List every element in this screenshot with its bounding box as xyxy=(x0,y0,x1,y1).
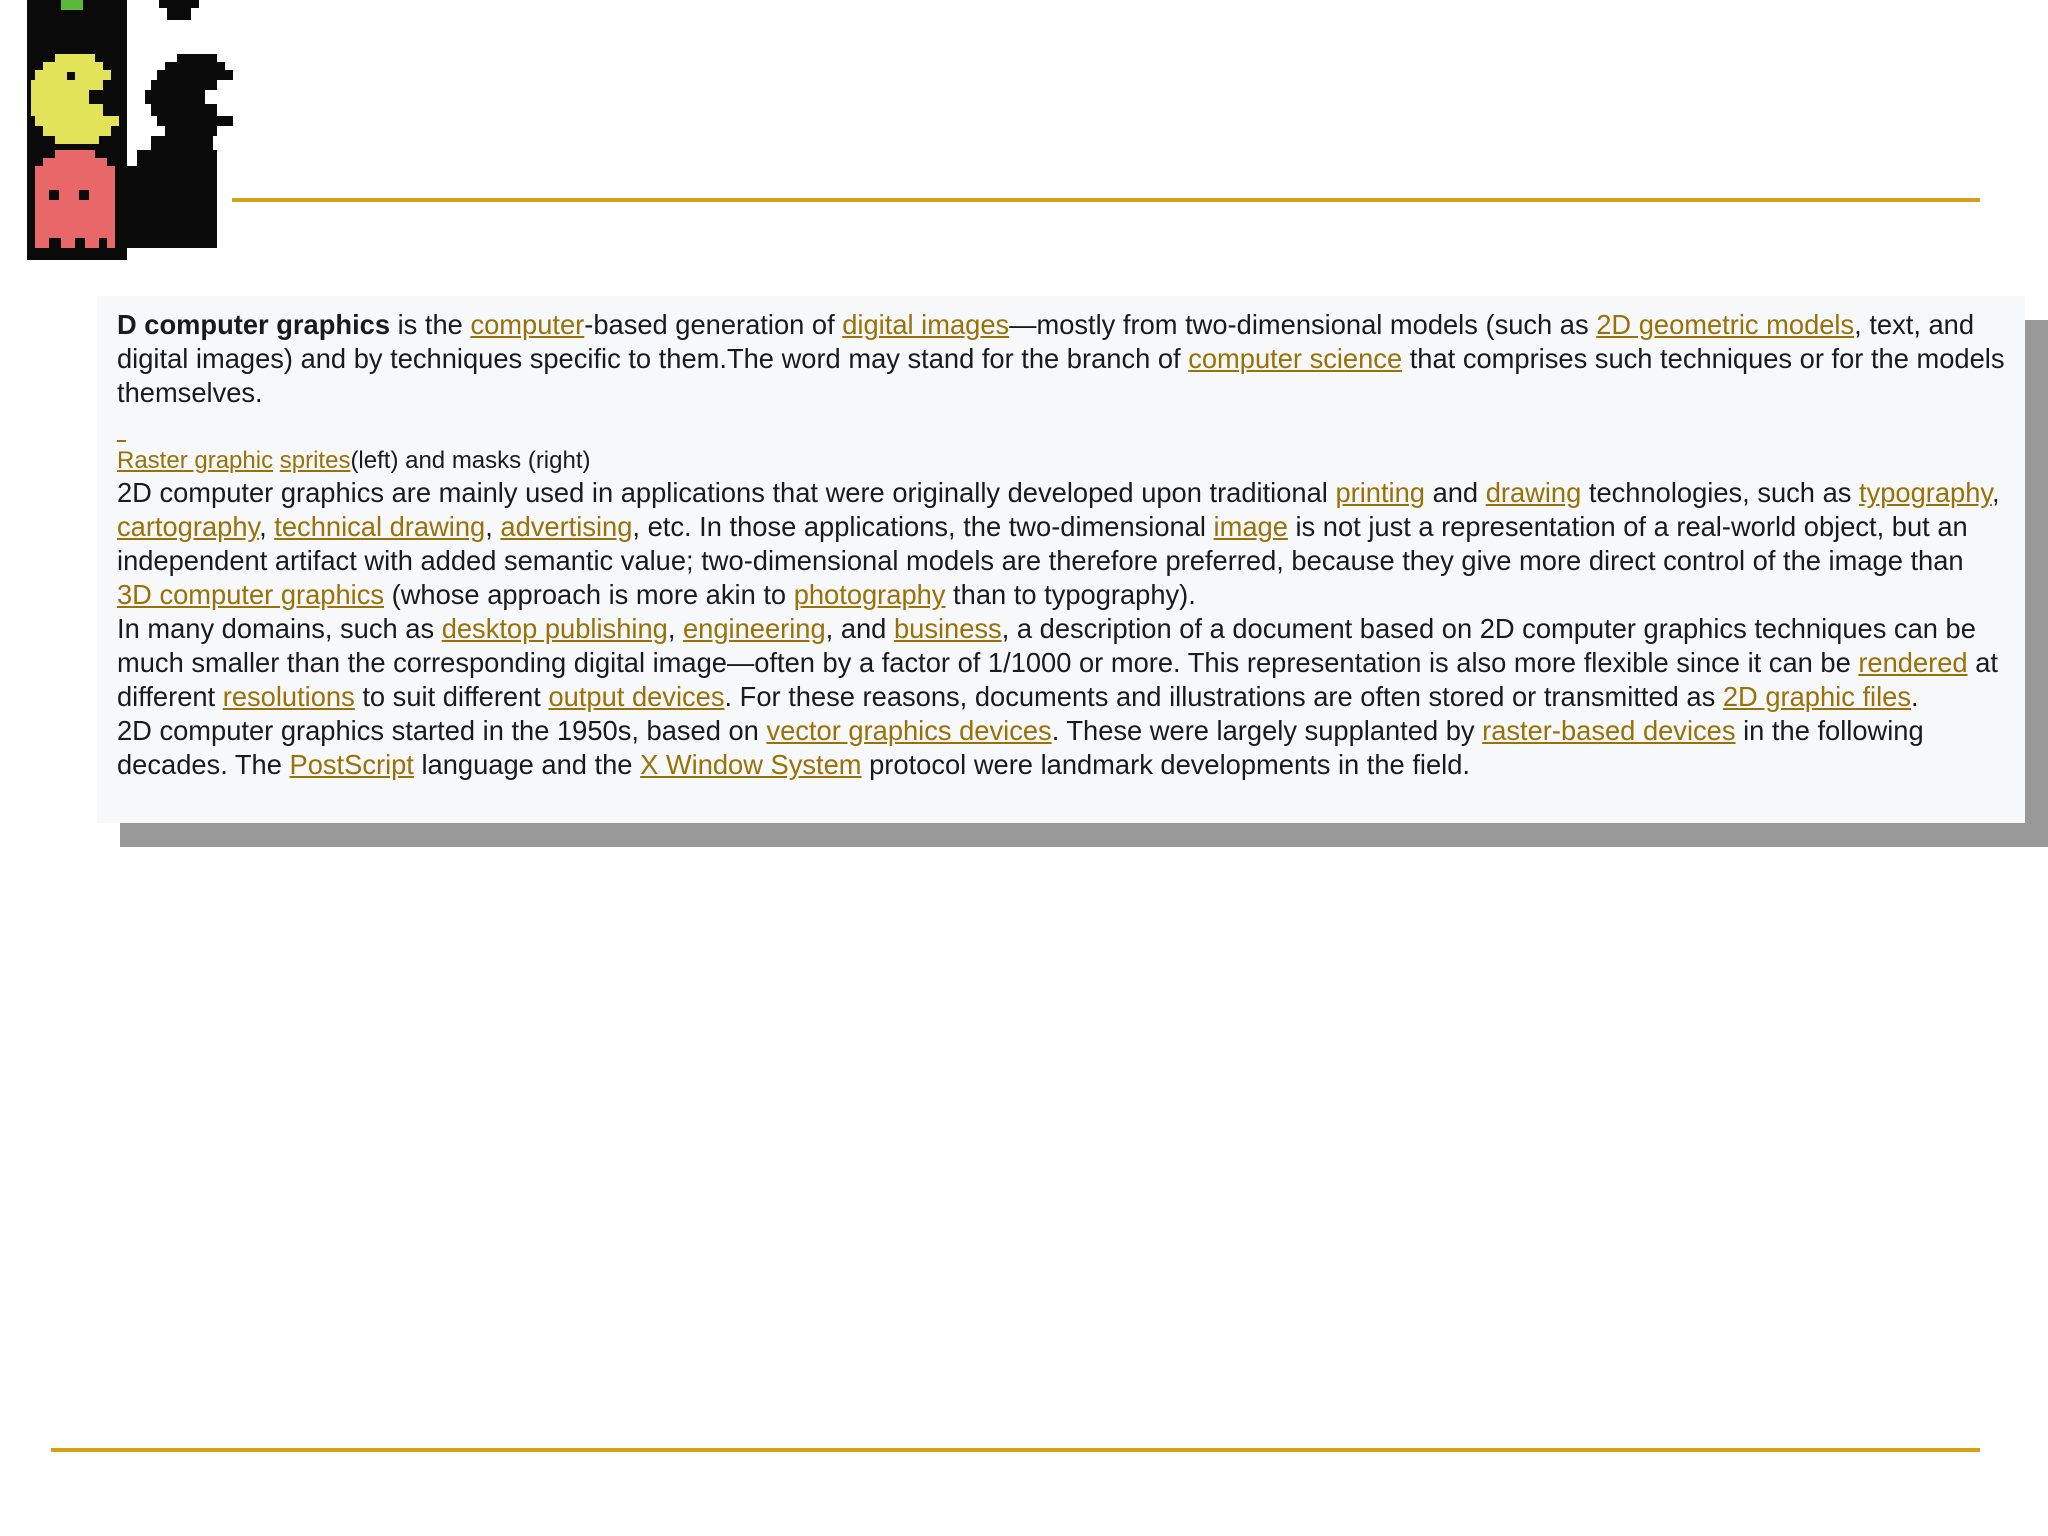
text-span: . xyxy=(1911,681,1919,712)
text-span: technologies, such as xyxy=(1581,477,1859,508)
text-span: is not just a representation of a real-world object, but an independent artifact with added semantic value; two-dimensional models are therefore preferred, because they give more direct control of the image than xyxy=(117,511,1968,576)
link-business[interactable]: business xyxy=(893,613,1002,644)
footer-divider xyxy=(51,1448,1980,1452)
link-drawing[interactable]: drawing xyxy=(1485,477,1582,508)
text-span: -based generation of xyxy=(584,309,843,340)
link-postscript[interactable]: PostScript xyxy=(289,749,414,780)
link-computer[interactable]: computer xyxy=(470,309,585,340)
text-span: , xyxy=(485,511,501,542)
text-span: . These were largely supplanted by xyxy=(1051,715,1483,746)
link-output-devices[interactable]: output devices xyxy=(548,681,725,712)
text-span: , etc. In those applications, the two-dimensional xyxy=(632,511,1214,542)
text-span: , and xyxy=(825,613,894,644)
domains-paragraph xyxy=(117,612,2005,714)
link-typography[interactable]: typography xyxy=(1858,477,1993,508)
text-span: , a description of a document based on 2D computer graphics techniques can be much smaller than the corresponding digital image—often by a factor of 1/1000 or more. This representation is also more flexible since it can be xyxy=(117,613,1976,678)
link-technical-drawing[interactable]: technical drawing xyxy=(274,511,486,542)
text-span: 2D computer graphics are mainly used in applications that were originally developed upon traditional xyxy=(117,477,1336,508)
text-span: , xyxy=(259,511,275,542)
link-desktop-publishing[interactable]: desktop publishing xyxy=(441,613,668,644)
link-digital-images[interactable]: digital images xyxy=(842,309,1010,340)
header-divider xyxy=(232,198,1980,202)
text-span: at different xyxy=(117,647,1998,712)
text-span: , xyxy=(667,613,683,644)
text-span: and xyxy=(1424,477,1486,508)
link-cartography[interactable]: cartography xyxy=(117,511,260,542)
link-printing[interactable]: printing xyxy=(1335,477,1425,508)
article-term: D computer graphics xyxy=(117,309,391,340)
link-x-window-system[interactable]: X Window System xyxy=(640,749,862,780)
text-span: protocol were landmark developments in the field. xyxy=(861,749,1470,780)
text-span: is the xyxy=(390,309,471,340)
applications-paragraph xyxy=(117,476,2005,612)
link-image[interactable]: image xyxy=(1213,511,1288,542)
link-photography[interactable]: photography xyxy=(793,579,946,610)
link-sprites[interactable]: sprites xyxy=(279,447,351,474)
link-rendered[interactable]: rendered xyxy=(1858,647,1968,678)
text-span: (whose approach is more akin to xyxy=(384,579,794,610)
link-engineering[interactable]: engineering xyxy=(682,613,826,644)
sprite-mask-silhouette-icon xyxy=(127,0,233,248)
text-span: in the following decades. The xyxy=(117,715,1924,780)
text-span: —mostly from two-dimensional models (such as xyxy=(1009,309,1597,340)
article-content xyxy=(97,296,2025,823)
link-vector-graphics-devices[interactable]: vector graphics devices xyxy=(766,715,1052,746)
text-span: , xyxy=(1992,477,2000,508)
text-span: language and the xyxy=(413,749,641,780)
text-span: , text, and digital images) and by techniques specific to them.The word may stand for the branch of xyxy=(117,309,1975,374)
link-2d-geometric-models[interactable]: 2D geometric models xyxy=(1596,309,1855,340)
text-span: that comprises such techniques or for the models themselves. xyxy=(117,343,2005,408)
link-resolutions[interactable]: resolutions xyxy=(222,681,355,712)
text-span: than to typography). xyxy=(945,579,1196,610)
text-span: to suit different xyxy=(354,681,549,712)
history-paragraph xyxy=(117,714,2005,782)
link-3d-computer-graphics[interactable]: 3D computer graphics xyxy=(117,579,385,610)
text-span: In many domains, such as xyxy=(117,613,442,644)
caption-text: (left) and masks (right) xyxy=(350,447,591,474)
image-anchor-link[interactable]: _ xyxy=(117,426,126,443)
link-2d-graphic-files[interactable]: 2D graphic files xyxy=(1722,681,1911,712)
link-computer-science[interactable]: computer science xyxy=(1188,343,1403,374)
text-span: . For these reasons, documents and illustrations are often stored or transmitted as xyxy=(724,681,1723,712)
sprite-masks-image xyxy=(27,0,233,260)
link-raster-graphic[interactable]: Raster graphic xyxy=(117,447,274,474)
text-span: 2D computer graphics started in the 1950s, based on xyxy=(117,715,767,746)
intro-paragraph xyxy=(117,308,2005,410)
link-raster-based-devices[interactable]: raster-based devices xyxy=(1482,715,1736,746)
ghost-sprite-icon xyxy=(35,150,115,248)
link-advertising[interactable]: advertising xyxy=(500,511,633,542)
image-caption xyxy=(117,446,2005,476)
